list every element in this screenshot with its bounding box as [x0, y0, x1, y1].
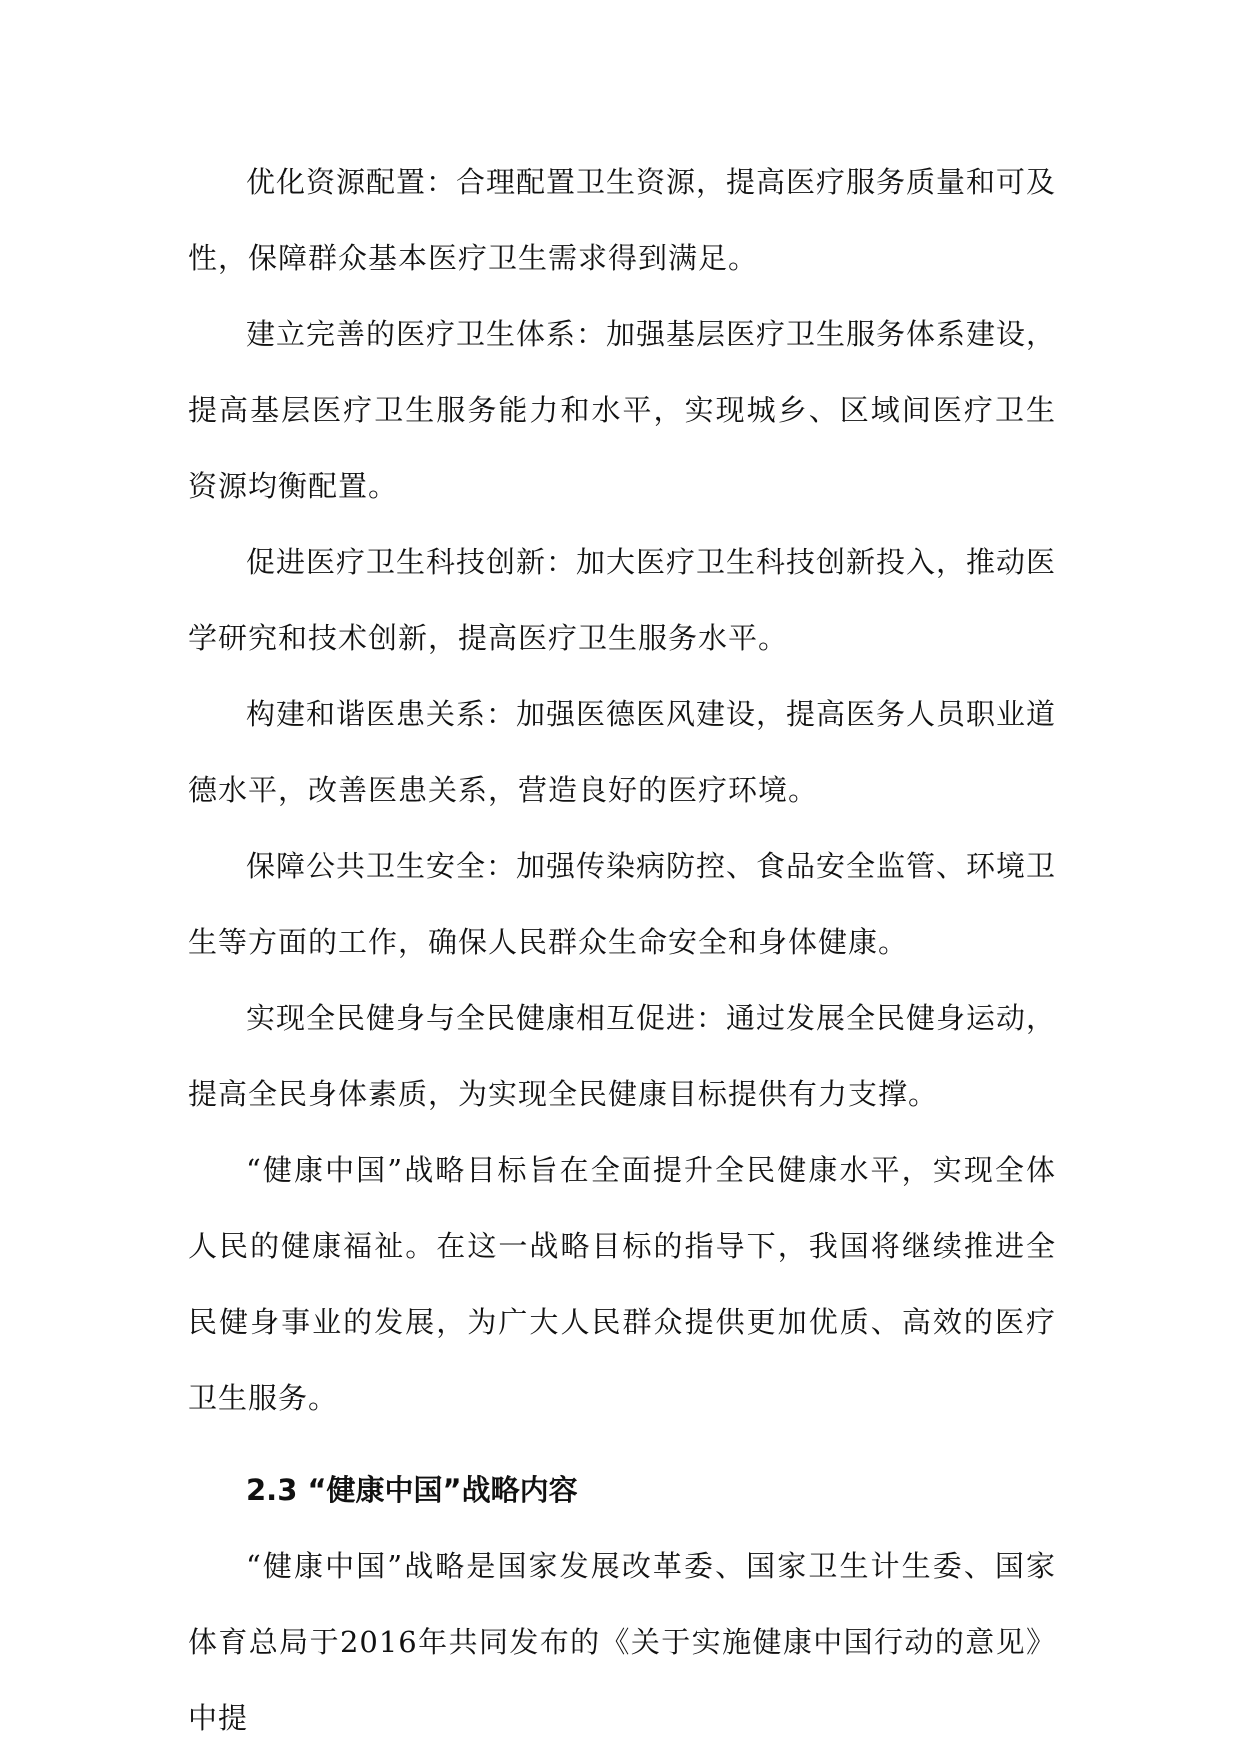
paragraph-tech-innovation: 促进医疗卫生科技创新：加大医疗卫生科技创新投入，推动医学研究和技术创新，提高医疗卫生服务水平。: [188, 545, 1057, 655]
section-heading: 2.3 “健康中国”战略内容: [246, 1473, 578, 1507]
paragraph-resource-allocation: 优化资源配置：合理配置卫生资源，提高医疗服务质量和可及性，保障群众基本医疗卫生需求得到满足。: [188, 165, 1057, 275]
document-body: [188, 144, 1056, 1756]
paragraph-strategy-goal: “健康中国”战略目标旨在全面提升全民健康水平，实现全体人民的健康福祉。在这一战略目标的指导下，我国将继续推进全民健身事业的发展，为广大人民群众提供更加优质、高效的医疗卫生服务。: [188, 1153, 1056, 1415]
paragraph-healthcare-system: 建立完善的医疗卫生体系：加强基层医疗卫生服务体系建设，提高基层医疗卫生服务能力和水平，实现城乡、区域间医疗卫生资源均衡配置。: [188, 317, 1057, 503]
paragraph-public-health: 保障公共卫生安全：加强传染病防控、食品安全监管、环境卫生等方面的工作，确保人民群众生命安全和身体健康。: [188, 849, 1057, 959]
paragraph-strategy-content: “健康中国”战略是国家发展改革委、国家卫生计生委、国家体育总局于2016年共同发布的《关于实施健康中国行动的意见》中提: [188, 1549, 1056, 1735]
paragraph-doctor-patient: 构建和谐医患关系：加强医德医风建设，提高医务人员职业道德水平，改善医患关系，营造良好的医疗环境。: [188, 697, 1057, 807]
paragraph-fitness-health: 实现全民健身与全民健康相互促进：通过发展全民健身运动，提高全民身体素质，为实现全民健康目标提供有力支撑。: [188, 1001, 1057, 1111]
